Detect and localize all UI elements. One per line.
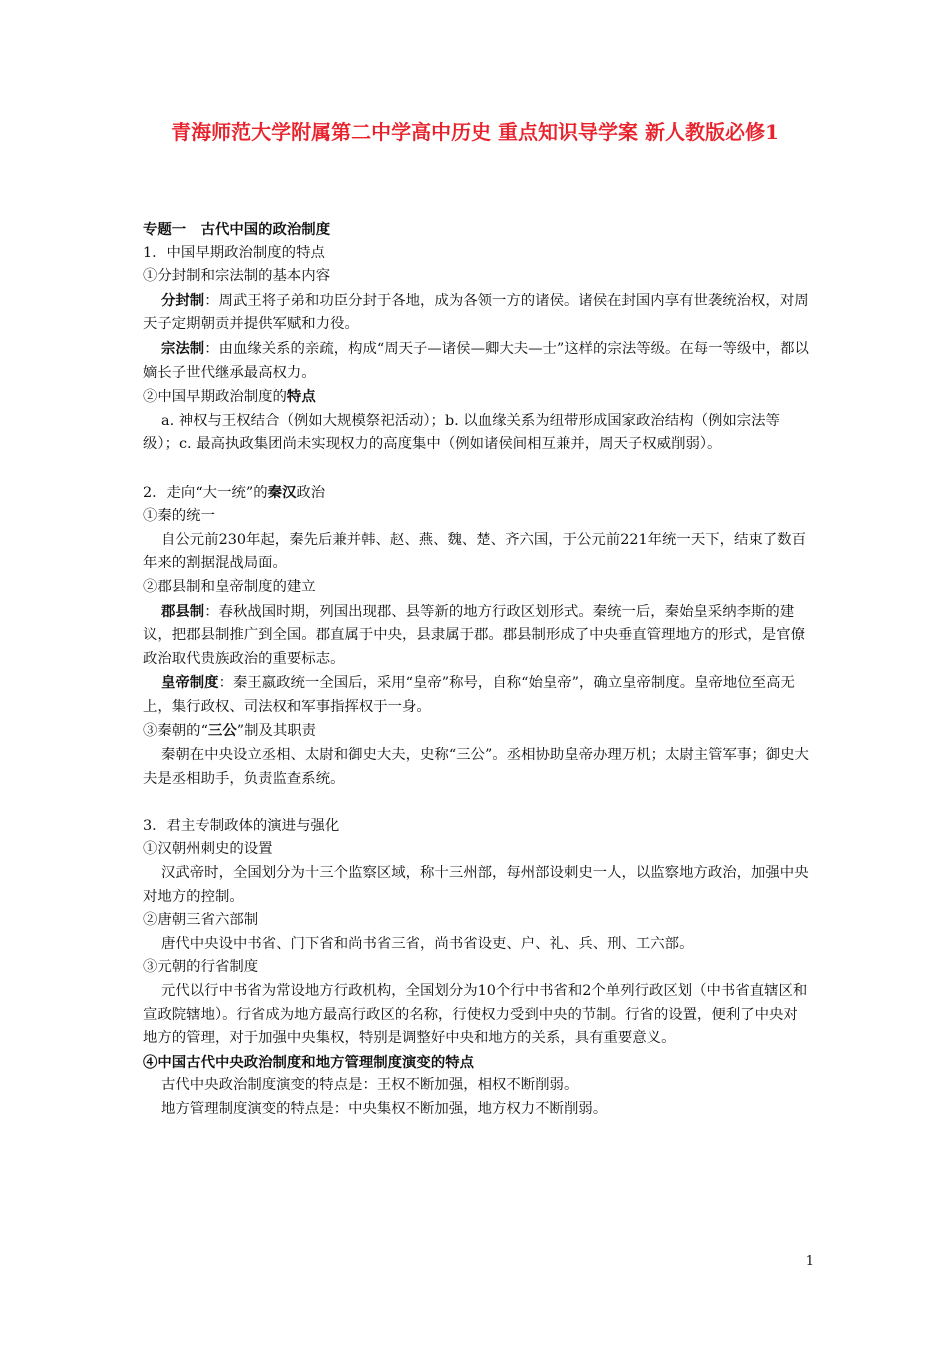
item-heading: ①秦的统一 — [143, 508, 215, 525]
item-heading-prefix: ③秦朝的“ — [143, 723, 208, 740]
paragraph-cishi: 汉武帝时，全国划分为十三个监察区域，称十三州部，每州部设刺史一人，以监察地方政治，加强中央对地方的控制。 — [143, 865, 809, 905]
item-heading: ①汉朝州刺史的设置 — [143, 841, 273, 858]
text-fengjian: ：周武王将子弟和功臣分封于各地，成为各领一方的诸侯。诸侯在封国内享有世袭统治权，对周天子定期朝贡并提供军赋和力役。 — [143, 292, 809, 333]
section-heading: 专题一 古代中国的政治制度 — [143, 221, 331, 238]
term-huangdi: 皇帝制度 — [161, 674, 219, 692]
blank-line — [143, 457, 809, 481]
text-junxian: ：春秋战国时期，列国出现郡、县等新的地方行政区划形式。秦统一后，秦始皇采纳李斯的建议，把郡县制推广到全国。郡直属于中央，县隶属于郡。郡县制形成了中央垂直管理地方的形式，是官僚政治取代贵族政治的重要标志。 — [143, 603, 805, 667]
heading-prefix: 2．走向“大一统”的 — [143, 484, 268, 501]
term-fengjian: 分封制 — [161, 291, 205, 309]
item-heading-prefix: ②中国早期政治制度的 — [143, 389, 287, 406]
paragraph-central-trend: 古代中央政治制度演变的特点是：王权不断加强，相权不断削弱。 — [161, 1077, 579, 1094]
item-heading-bold: 特点 — [286, 388, 316, 406]
paragraph-sangong: 秦朝在中央设立丞相、太尉和御史大夫，史称“三公”。丞相协助皇帝办理万机；太尉主管军事；御史大夫是丞相助手，负责监查系统。 — [143, 747, 809, 787]
subsection-heading: 1．中国早期政治制度的特点 — [143, 244, 325, 261]
item-heading-suffix: ”制及其职责 — [236, 723, 317, 740]
paragraph-xingsheng: 元代以行中书省为常设地方行政机构，全国划分为10个行中书省和2个单列行政区划（中书省直辖区和宣政院辖地）。行省成为地方最高行政区的名称，行使权力受到中央的节制。行省的设置，便利了中央对地方的管理，对于加强中央集权，特别是调整好中央和地方的关系，具有重要意义。 — [143, 983, 808, 1047]
paragraph-huangdi — [143, 671, 809, 719]
document-body — [143, 218, 809, 1122]
item-heading: ③元朝的行省制度 — [143, 959, 259, 976]
paragraph-zongfa — [143, 337, 809, 385]
item-heading: ④中国古代中央政治制度和地方管理制度演变的特点 — [143, 1053, 474, 1071]
page-number: 1 — [805, 1254, 814, 1269]
paragraph-features: a. 神权与王权结合（例如大规模祭祀活动）；b. 以血缘关系为纽带形成国家政治结构（例如宗法等级）；c. 最高执政集团尚未实现权力的高度集中（例如诸侯间相互兼并，周天子权威削弱）。 — [143, 412, 780, 453]
text-huangdi: ：秦王嬴政统一全国后，采用“皇帝”称号，自称“始皇帝”，确立皇帝制度。皇帝地位至高无上，集行政权、司法权和军事指挥权于一身。 — [143, 675, 795, 715]
subsection-heading — [143, 481, 809, 506]
item-heading-bold: 三公 — [207, 722, 237, 740]
paragraph-fengjian — [143, 289, 809, 337]
paragraph-local-trend: 地方管理制度演变的特点是：中央集权不断加强，地方权力不断削弱。 — [161, 1100, 608, 1117]
document-title: 青海师范大学附属第二中学高中历史 重点知识导学案 新人教版必修1 — [171, 120, 779, 144]
paragraph-sansheng: 唐代中央设中书省、门下省和尚书省三省，尚书省设吏、户、礼、兵、刑、工六部。 — [161, 935, 694, 952]
text-zongfa: ：由血缘关系的亲疏，构成“周天子—诸侯—卿大夫—士”这样的宗法等级。在每一等级中，都以嫡长子世代继承最高权力。 — [143, 340, 809, 381]
term-zongfa: 宗法制 — [161, 339, 205, 357]
heading-bold: 秦汉 — [267, 483, 297, 501]
paragraph-junxian — [143, 600, 809, 672]
item-heading: ②郡县制和皇帝制度的建立 — [143, 578, 316, 595]
paragraph-qin-unification: 自公元前230年起，秦先后兼并韩、赵、燕、魏、楚、齐六国，于公元前221年统一天下，结束了数百年来的割据混战局面。 — [143, 531, 806, 572]
blank-line — [143, 791, 809, 815]
item-heading: ①分封制和宗法制的基本内容 — [143, 268, 331, 285]
subsection-heading: 3．君主专制政体的演进与强化 — [143, 817, 340, 834]
item-heading — [143, 719, 809, 744]
item-heading — [143, 385, 809, 410]
term-junxian: 郡县制 — [161, 602, 205, 620]
item-heading: ②唐朝三省六部制 — [143, 912, 259, 929]
heading-suffix: 政治 — [296, 484, 326, 501]
